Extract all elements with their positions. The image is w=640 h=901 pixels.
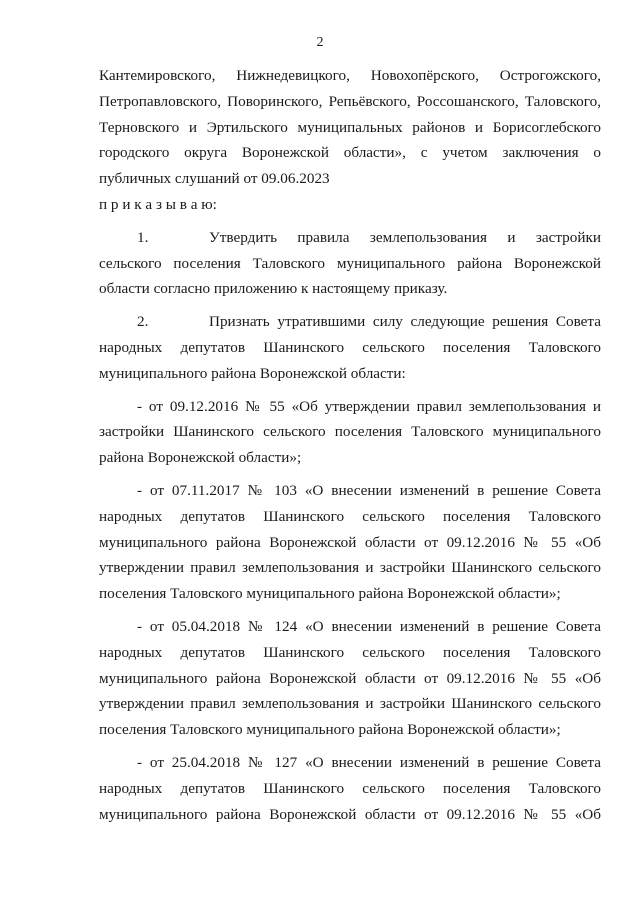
intro-line: Петропавловского, Поворинского, Репьёвского, Россошанского, Таловского, bbox=[99, 92, 601, 110]
decision-1-line: - от 09.12.2016 № 55 «Об утверждении правил землепользования и bbox=[137, 397, 601, 415]
item-2-number: 2. bbox=[137, 313, 149, 331]
item-1-line: сельского поселения Таловского муниципального района Воронежской bbox=[99, 254, 601, 272]
item-1-line: области согласно приложению к настоящему приказу. bbox=[99, 280, 448, 298]
decision-1-line: застройки Шанинского сельского поселения Таловского муниципального bbox=[99, 423, 601, 441]
decision-3-line: народных депутатов Шанинского сельского поселения Таловского bbox=[99, 643, 601, 661]
decision-1-line: района Воронежской области»; bbox=[99, 449, 302, 467]
order-word: п р и к а з ы в а ю: bbox=[99, 195, 217, 213]
decision-2-line: - от 07.11.2017 № 103 «О внесении изменений в решение Совета bbox=[137, 481, 601, 499]
decision-3-line: муниципального района Воронежской области от 09.12.2016 № 55 «Об bbox=[99, 669, 601, 687]
decision-4-line: муниципального района Воронежской области от 09.12.2016 № 55 «Об bbox=[99, 805, 601, 823]
page-number: 2 bbox=[316, 35, 324, 50]
intro-line: Терновского и Эртильского муниципальных районов и Борисоглебского bbox=[99, 118, 601, 136]
decision-4-line: - от 25.04.2018 № 127 «О внесении изменений в решение Совета bbox=[137, 753, 601, 771]
item-1-first-line bbox=[99, 225, 601, 251]
item-2-line: народных депутатов Шанинского сельского поселения Таловского bbox=[99, 338, 601, 356]
decision-3-line: - от 05.04.2018 № 124 «О внесении изменений в решение Совета bbox=[137, 617, 601, 635]
decision-2-line: утверждении правил землепользования и застройки Шанинского сельского bbox=[99, 559, 601, 577]
item-2-text: Признать утратившими силу следующие решения Совета bbox=[209, 313, 601, 331]
item-2-first-line bbox=[99, 309, 601, 335]
intro-line: публичных слушаний от 09.06.2023 bbox=[99, 170, 330, 188]
intro-line: городского округа Воронежской области», с учетом заключения о bbox=[99, 144, 601, 162]
intro-line: Кантемировского, Нижнедевицкого, Новохопёрского, Острогожского, bbox=[99, 67, 601, 84]
decision-2-line: поселения Таловского муниципального района Воронежской области»; bbox=[99, 585, 561, 603]
item-2-line: муниципального района Воронежской области: bbox=[99, 364, 406, 382]
item-1-text: Утвердить правила землепользования и застройки bbox=[209, 228, 601, 246]
item-1-number: 1. bbox=[137, 228, 149, 246]
decision-3-line: поселения Таловского муниципального района Воронежской области»; bbox=[99, 721, 561, 739]
decision-4-line: народных депутатов Шанинского сельского поселения Таловского bbox=[99, 779, 601, 797]
decision-2-line: народных депутатов Шанинского сельского поселения Таловского bbox=[99, 507, 601, 525]
decision-3-line: утверждении правил землепользования и застройки Шанинского сельского bbox=[99, 695, 601, 713]
document-body bbox=[99, 63, 601, 827]
decision-2-line: муниципального района Воронежской области от 09.12.2016 № 55 «Об bbox=[99, 533, 601, 551]
